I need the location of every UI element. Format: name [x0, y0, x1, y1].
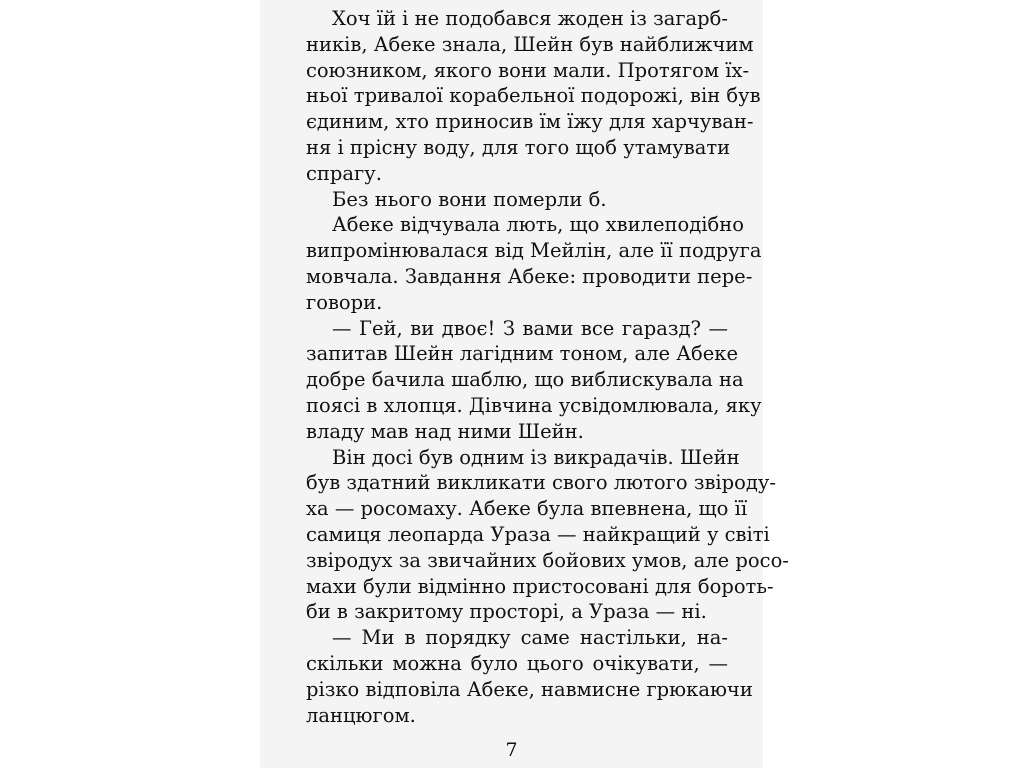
text-line: махи були відмінно пристосовані для бороть- — [306, 574, 774, 598]
text-line: — Ми в порядку саме настільки, на- — [332, 626, 728, 650]
text-line: випромінювалася від Мейлін, але її подруга — [306, 239, 762, 263]
text-line: ників, Абеке знала, Шейн був найближчим — [306, 32, 754, 56]
text-line: добре бачила шаблю, що виблискувала на — [306, 368, 744, 392]
text-line: ня і прісну воду, для того щоб утамувати — [306, 135, 731, 159]
text-line: Абеке відчувала лють, що хвилеподібно — [332, 213, 744, 237]
text-line: поясі в хлопця. Дівчина усвідомлювала, яку — [306, 393, 762, 417]
text-line: різко відповіла Абеке, навмисне грюкаючи — [306, 677, 753, 701]
text-line: запитав Шейн лагідним тоном, але Абеке — [306, 342, 739, 366]
text-line: спрагу. — [306, 161, 382, 185]
page-text — [306, 6, 789, 728]
text-line: звіродух за звичайних бойових умов, але росо- — [306, 548, 789, 572]
text-line: — Гей, ви двоє! З вами все гаразд? — — [332, 316, 728, 340]
text-line: ха — росомаху. Абеке була впевнена, що її — [306, 497, 748, 521]
text-line: був здатний викликати свого лютого звіроду- — [306, 471, 776, 495]
text-line: ланцюгом. — [306, 703, 416, 727]
text-line: владу мав над ними Шейн. — [306, 419, 584, 443]
text-line: ньої тривалої корабельної подорожі, він був — [306, 84, 761, 108]
text-line: Без нього вони померли б. — [332, 187, 607, 211]
text-line: Він досі був одним із викрадачів. Шейн — [332, 445, 740, 469]
text-line: самиця леопарда Ураза — найкращий у світі — [306, 522, 770, 546]
text-line: мовчала. Завдання Абеке: проводити пере- — [306, 264, 753, 288]
page-number: 7 — [505, 739, 518, 761]
text-line: скільки можна було цього очікувати, — — [306, 651, 728, 675]
text-line: союзником, якого вони мали. Протягом їх- — [306, 58, 750, 82]
text-line: Хоч їй і не подобався жоден із загарб- — [332, 7, 728, 30]
text-line: би в закритому просторі, а Ураза — ні. — [306, 600, 707, 624]
text-line: говори. — [306, 290, 383, 314]
book-page — [260, 0, 789, 768]
text-line: єдиним, хто приносив їм їжу для харчуван- — [306, 110, 754, 134]
